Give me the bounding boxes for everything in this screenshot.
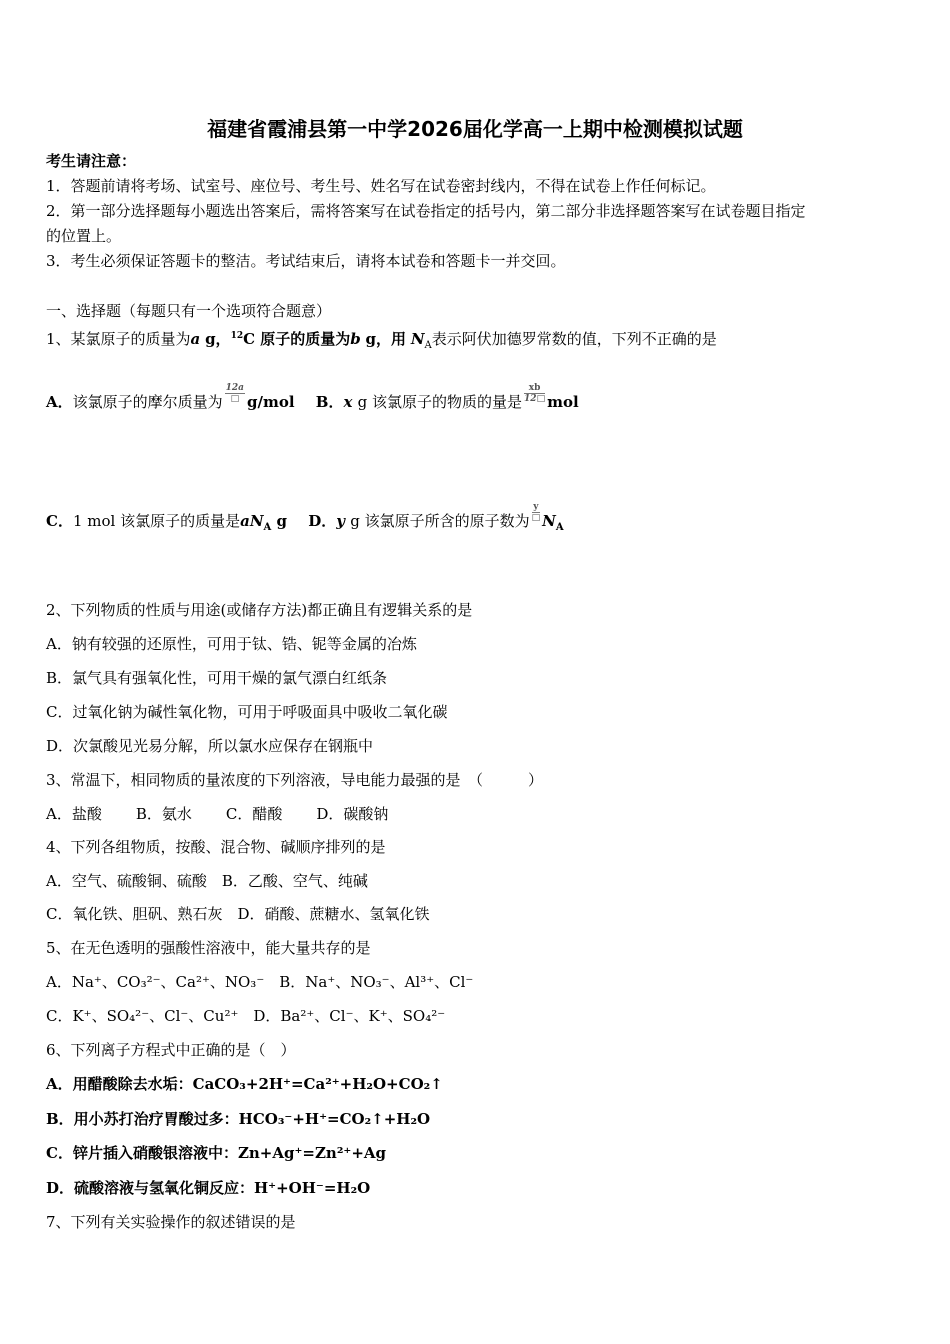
q3-option-d: D．碳酸钠	[316, 805, 389, 823]
fraction-numerator: xb	[524, 383, 545, 394]
q1-stem-part: 1、某氯原子的质量为	[46, 330, 191, 348]
fraction-denominator: □	[531, 512, 541, 523]
notice-item: 2．第一部分选择题每小题选出答案后，需将答案写在试卷指定的括号内，第二部分非选择题答案写在试卷题目指定	[46, 202, 806, 220]
q1-var-y: y	[336, 512, 345, 530]
q2-option: B．氯气具有强氧化性，可用干燥的氯气漂白红纸条	[46, 669, 388, 687]
q6-option: D．硫酸溶液与氢氧化铜反应：H⁺+OH⁻=H₂O	[46, 1179, 371, 1197]
q1-option-d-text: g 该氯原子所含的原子数为	[350, 512, 530, 530]
fraction-numerator: y	[533, 501, 539, 512]
q1-option-d-sub: A	[555, 522, 564, 533]
q3-option-c: C．醋酸	[225, 805, 283, 823]
q6-option: A．用醋酸除去水垢：CaCO₃+2H⁺=Ca²⁺+H₂O+CO₂↑	[46, 1075, 443, 1093]
q2-stem: 2、下列物质的性质与用途(或储存方法)都正确且有逻辑关系的是	[46, 601, 473, 619]
q1-option-d-label: D．	[308, 512, 337, 530]
q1-isotope-mass: 12	[230, 331, 244, 341]
q1-options-cd	[46, 501, 564, 538]
notice-item: 1．答题前请将考场、试室号、座位号、考生号、姓名写在试卷密封线内，不得在试卷上作任何标记。	[46, 177, 716, 195]
q1-option-c-unit: g	[276, 512, 288, 530]
page-title: 福建省霞浦县第一中学2026届化学高一上期中检测模拟试题	[207, 117, 743, 141]
q1-option-c-label: C．	[46, 512, 73, 530]
q1-option-b-label: B．	[315, 393, 344, 411]
q1-option-a-label: A．	[46, 393, 73, 411]
q4-stem: 4、下列各组物质，按酸、混合物、碱顺序排列的是	[46, 838, 386, 856]
q1-avogadro-sub: A	[424, 340, 432, 351]
q1-option-a-unit: g/mol	[247, 393, 295, 411]
q1-var-x: x	[343, 393, 353, 411]
q1-stem-part: 表示阿伏加德罗常数的值，下列不正确的是	[431, 330, 717, 348]
q1-option-a-text: 该氯原子的摩尔质量为	[72, 393, 223, 411]
q6-option: B．用小苏打治疗胃酸过多：HCO₃⁻+H⁺=CO₂↑+H₂O	[46, 1110, 431, 1128]
notice-heading: 考生请注意：	[46, 152, 137, 170]
q4-options: A．空气、硫酸铜、硫酸 B．乙酸、空气、纯碱	[46, 872, 368, 890]
q7-stem: 7、下列有关实验操作的叙述错误的是	[46, 1213, 296, 1231]
q3-option-b: B．氨水	[135, 805, 192, 823]
q1-var-a: a	[190, 330, 201, 348]
q3-options	[46, 804, 388, 824]
q1-option-d-avogadro: N	[542, 512, 556, 530]
q2-option: D．次氯酸见光易分解，所以氯水应保存在钢瓶中	[46, 737, 374, 755]
q6-stem: 6、下列离子方程式中正确的是（ ）	[46, 1041, 296, 1059]
q5-options: A．Na⁺、CO₃²⁻、Ca²⁺、NO₃⁻ B．Na⁺、NO₃⁻、Al³⁺、Cl⁻	[46, 973, 474, 991]
q1-option-c-text: 1 mol 该氯原子的质量是	[72, 512, 241, 530]
q1-stem-part: g，	[205, 330, 231, 348]
q1-stem-part: C 原子的质量为	[243, 330, 351, 348]
q2-option: A．钠有较强的还原性，可用于钛、锆、铌等金属的冶炼	[46, 635, 417, 653]
q1-stem	[46, 326, 717, 356]
q1-option-b-unit: mol	[547, 393, 579, 411]
q5-stem: 5、在无色透明的强酸性溶液中，能大量共存的是	[46, 939, 371, 957]
q1-option-a-fraction	[225, 383, 245, 404]
fraction-denominator: □	[230, 393, 240, 404]
q1-option-b-fraction	[524, 383, 545, 404]
notice-item: 3．考生必须保证答题卡的整洁。考试结束后，请将本试卷和答题卡一并交回。	[46, 252, 566, 270]
section-heading: 一、选择题（每题只有一个选项符合题意）	[46, 302, 332, 320]
fraction-numerator: 12a	[225, 382, 245, 393]
q1-avogadro: N	[410, 330, 425, 348]
q2-option: C．过氧化钠为碱性氧化物，可用于呼吸面具中吸收二氧化碳	[46, 703, 448, 721]
q1-option-c-value: aN	[240, 512, 264, 530]
fraction-denominator: 12□	[524, 393, 546, 404]
q6-option: C．锌片插入硝酸银溶液中：Zn+Ag⁺=Zn²⁺+Ag	[46, 1144, 387, 1162]
q4-options: C．氧化铁、胆矾、熟石灰 D．硝酸、蔗糖水、氢氧化铁	[46, 905, 430, 923]
q3-stem: 3、常温下，相同物质的量浓度的下列溶液，导电能力最强的是 （ ）	[46, 771, 544, 789]
q1-stem-part: g，用	[365, 330, 407, 348]
notice-item: 的位置上。	[46, 227, 122, 245]
q1-option-d-fraction	[532, 502, 541, 523]
q3-option-a: A．盐酸	[46, 805, 102, 823]
q5-options: C．K⁺、SO₄²⁻、Cl⁻、Cu²⁺ D．Ba²⁺、Cl⁻、K⁺、SO₄²⁻	[46, 1007, 446, 1025]
q1-option-b-text: g 该氯原子的物质的量是	[357, 393, 523, 411]
q1-var-b: b	[350, 330, 361, 348]
q1-option-c-sub: A	[263, 522, 272, 533]
q1-options-ab	[46, 382, 579, 414]
